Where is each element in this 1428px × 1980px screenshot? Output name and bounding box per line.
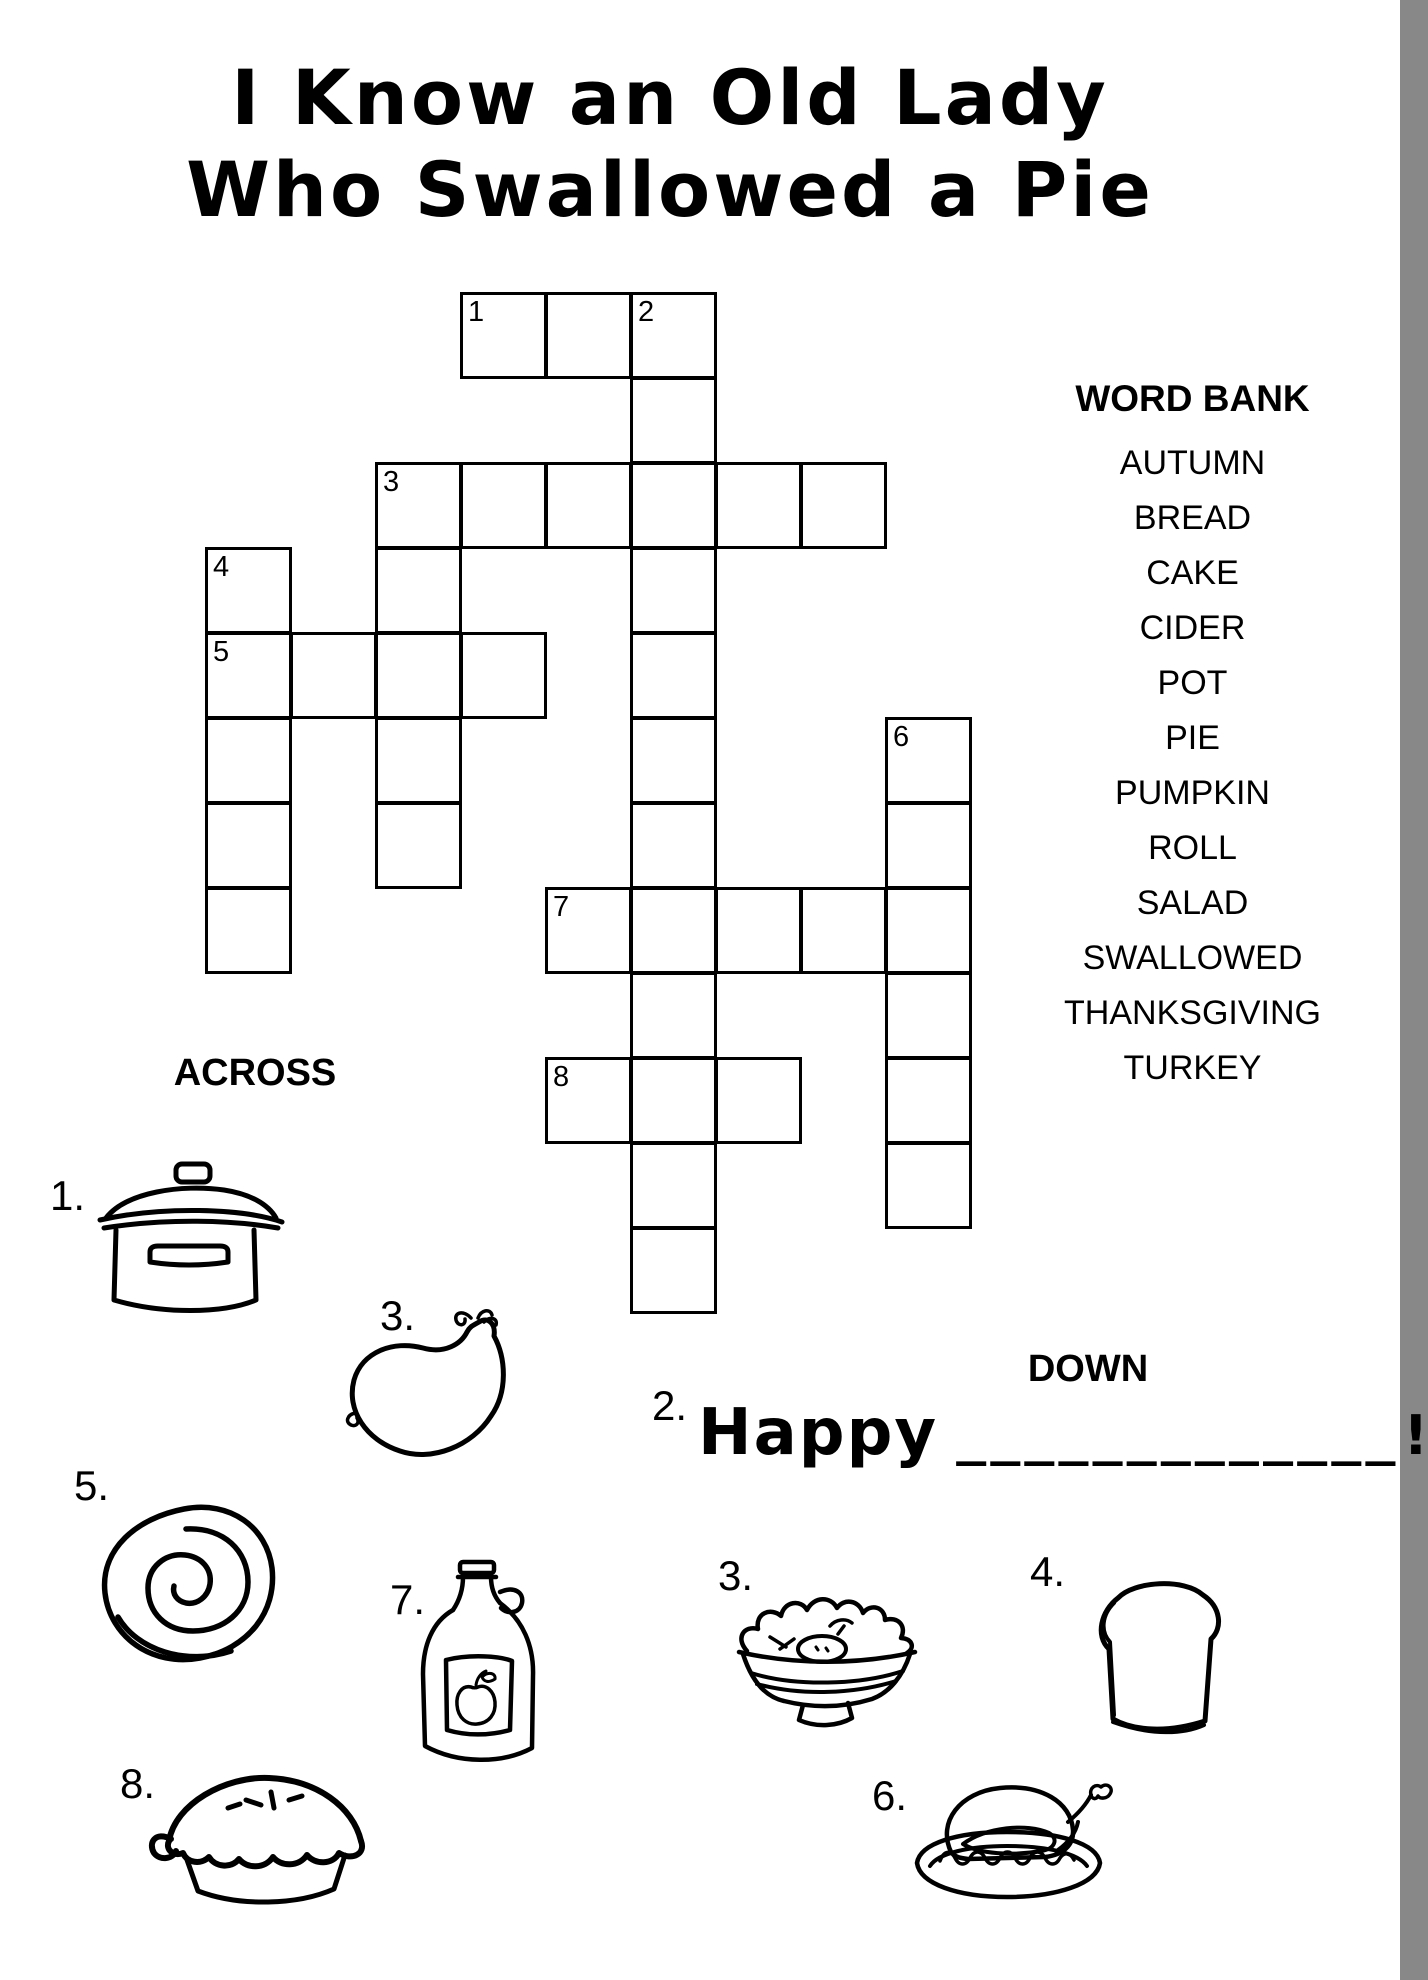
grid-cell[interactable] bbox=[631, 633, 716, 718]
grid-cell[interactable] bbox=[461, 463, 546, 548]
cell-number: 1 bbox=[468, 296, 485, 328]
clue-2-down-number: 2. bbox=[652, 1382, 688, 1429]
pot-icon bbox=[92, 1156, 282, 1311]
clue-3-across-number: 3. bbox=[380, 1292, 416, 1339]
clue-7-across-number: 7. bbox=[390, 1576, 426, 1623]
grid-cell[interactable] bbox=[801, 463, 886, 548]
grid-cell[interactable] bbox=[631, 803, 716, 888]
cell-number: 5 bbox=[213, 636, 230, 668]
word-bank-word: POT bbox=[1157, 664, 1228, 702]
cell-number: 6 bbox=[893, 721, 910, 753]
grid-cell[interactable] bbox=[886, 888, 971, 973]
cell-number: 4 bbox=[213, 551, 230, 583]
grid-cell[interactable] bbox=[291, 633, 376, 718]
word-bank-word: THANKSGIVING bbox=[1064, 994, 1321, 1032]
word-bank-word: ROLL bbox=[1148, 829, 1237, 867]
grid-cell[interactable] bbox=[546, 293, 631, 378]
grid-cell[interactable] bbox=[631, 1143, 716, 1228]
word-bank-word: SALAD bbox=[1136, 884, 1249, 922]
grid-cell[interactable] bbox=[886, 718, 971, 803]
fill-in-prefix: Happy bbox=[698, 1396, 939, 1470]
grid-cell[interactable] bbox=[716, 1058, 801, 1143]
grid-cell[interactable] bbox=[376, 718, 461, 803]
cell-number: 3 bbox=[383, 466, 400, 498]
word-bank-list bbox=[1020, 436, 1365, 1096]
down-section-label: DOWN bbox=[1027, 1348, 1149, 1390]
grid-cell[interactable] bbox=[206, 803, 291, 888]
crossword-grid bbox=[206, 293, 971, 1313]
title-line-1: I Know an Old Lady bbox=[231, 53, 1109, 142]
grid-cell[interactable] bbox=[886, 803, 971, 888]
grid-cell[interactable] bbox=[206, 633, 291, 718]
title-line-2: Who Swallowed a Pie bbox=[186, 145, 1154, 234]
clue-1-across-number: 1. bbox=[50, 1172, 86, 1219]
grid-cell[interactable] bbox=[546, 463, 631, 548]
clue-4-down-number: 4. bbox=[1030, 1548, 1066, 1595]
grid-cell[interactable] bbox=[376, 463, 461, 548]
grid-cell[interactable] bbox=[886, 1143, 971, 1228]
grid-cell[interactable] bbox=[886, 1058, 971, 1143]
grid-cell[interactable] bbox=[631, 718, 716, 803]
word-bank-word: BREAD bbox=[1133, 499, 1252, 537]
cell-number: 7 bbox=[553, 891, 570, 923]
grid-cell[interactable] bbox=[716, 463, 801, 548]
grid-cell[interactable] bbox=[631, 1058, 716, 1143]
word-bank-word: AUTUMN bbox=[1119, 444, 1266, 482]
roast-turkey-icon bbox=[906, 1760, 1111, 1902]
cider-jug-icon bbox=[410, 1556, 548, 1771]
grid-cell[interactable] bbox=[376, 548, 461, 633]
grid-cell[interactable] bbox=[631, 888, 716, 973]
fill-in-blanks[interactable]: _____________ bbox=[956, 1408, 1400, 1466]
clue-8-across-number: 8. bbox=[120, 1760, 156, 1807]
grid-cell[interactable] bbox=[546, 888, 631, 973]
salad-bowl-icon bbox=[726, 1588, 931, 1733]
clue-3-down-number: 3. bbox=[718, 1552, 754, 1599]
word-bank-word: PIE bbox=[1165, 719, 1220, 757]
squash-icon bbox=[338, 1298, 543, 1470]
grid-cell[interactable] bbox=[886, 973, 971, 1058]
grid-cell[interactable] bbox=[376, 633, 461, 718]
pie-icon bbox=[140, 1756, 380, 1911]
fill-in-exclamation: ! bbox=[1403, 1404, 1428, 1467]
word-bank-heading: WORD BANK bbox=[1075, 378, 1310, 419]
word-bank-word: TURKEY bbox=[1123, 1049, 1262, 1087]
grid-cell[interactable] bbox=[631, 293, 716, 378]
worksheet-title bbox=[0, 52, 1340, 236]
grid-cell[interactable] bbox=[376, 803, 461, 888]
bread-slice-icon bbox=[1064, 1572, 1244, 1744]
across-section-label: ACROSS bbox=[173, 1052, 337, 1094]
grid-cell[interactable] bbox=[461, 293, 546, 378]
word-bank-word: CIDER bbox=[1139, 609, 1246, 647]
word-bank-word: SWALLOWED bbox=[1082, 939, 1303, 977]
grid-cell[interactable] bbox=[631, 378, 716, 463]
grid-cell[interactable] bbox=[631, 463, 716, 548]
word-bank bbox=[1020, 378, 1365, 1096]
grid-cell[interactable] bbox=[206, 888, 291, 973]
grid-cell[interactable] bbox=[461, 633, 546, 718]
grid-cell[interactable] bbox=[206, 718, 291, 803]
fill-in-line bbox=[698, 1396, 1428, 1470]
clue-6-down-number: 6. bbox=[872, 1772, 908, 1819]
cell-number: 8 bbox=[553, 1061, 570, 1093]
grid-cell[interactable] bbox=[801, 888, 886, 973]
cinnamon-roll-icon bbox=[85, 1488, 297, 1678]
grid-cell[interactable] bbox=[631, 1228, 716, 1313]
clue-5-across-number: 5. bbox=[74, 1462, 110, 1509]
cell-number: 2 bbox=[638, 296, 655, 328]
grid-cell[interactable] bbox=[206, 548, 291, 633]
grid-cell[interactable] bbox=[631, 548, 716, 633]
word-bank-word: PUMPKIN bbox=[1115, 774, 1270, 812]
grid-cell[interactable] bbox=[716, 888, 801, 973]
grid-cell[interactable] bbox=[631, 973, 716, 1058]
word-bank-word: CAKE bbox=[1146, 554, 1239, 592]
grid-cell[interactable] bbox=[546, 1058, 631, 1143]
